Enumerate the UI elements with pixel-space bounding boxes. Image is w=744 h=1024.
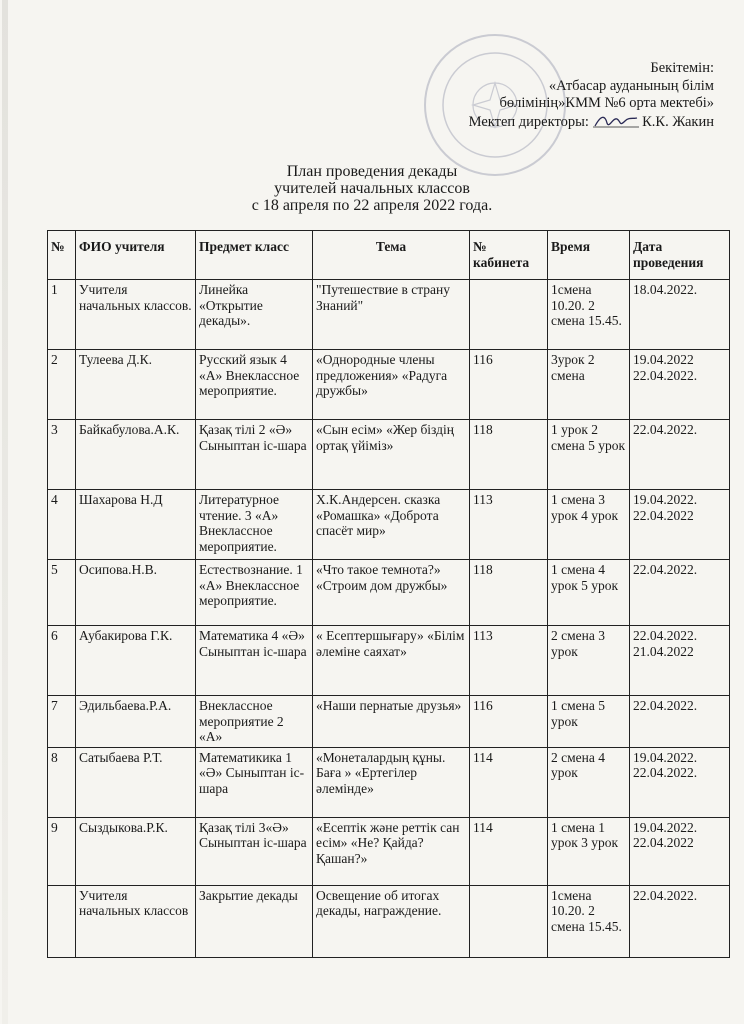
row-num: 8: [48, 747, 76, 817]
title-line-1: План проведения декады: [286, 163, 458, 180]
approval-org-line2: бөлімінің»КММ №6 орта мектебі»: [499, 95, 714, 111]
row-room: 116: [470, 350, 548, 420]
scan-edge-shadow: [2, 0, 8, 1024]
row-topic: «Сын есім» «Жер біздің ортақ үйіміз»: [313, 420, 470, 490]
approval-heading: Бекітемін:: [650, 60, 714, 76]
table-header-row: [48, 231, 730, 280]
row-room: 116: [470, 696, 548, 748]
row-num: 1: [48, 280, 76, 350]
row-room: 118: [470, 560, 548, 626]
row-date: 22.04.2022.: [630, 420, 730, 490]
header-topic: Тема: [313, 231, 470, 280]
row-room: 118: [470, 420, 548, 490]
row-date: 19.04.2022. 22.04.2022.: [630, 747, 730, 817]
row-time: 2 смена 3 урок: [548, 626, 630, 696]
row-time: 3урок 2 смена: [548, 350, 630, 420]
director-name: К.К. Жакин: [642, 113, 714, 130]
row-subject: Математикика 1 «Ә» Сыныптан іс-шара: [196, 747, 313, 817]
row-topic: Х.К.Андерсен. сказка «Ромашка» «Доброта спасёт мир»: [313, 490, 470, 560]
row-teacher: Байкабулова.А.К.: [76, 420, 196, 490]
row-subject: Русский язык 4 «А» Внеклассное мероприятие.: [196, 350, 313, 420]
row-topic: «Монеталардың құны. Баға » «Ертегілер әлемінде»: [313, 747, 470, 817]
header-time: Время: [548, 231, 630, 280]
document-title: [0, 163, 744, 214]
row-room: [470, 885, 548, 957]
table-row: [48, 560, 730, 626]
row-room: 114: [470, 817, 548, 885]
row-date: 18.04.2022.: [630, 280, 730, 350]
row-num: [48, 885, 76, 957]
row-date: 22.04.2022. 21.04.2022: [630, 626, 730, 696]
row-teacher: Тулеева Д.К.: [76, 350, 196, 420]
row-topic: Освещение об итогах декады, награждение.: [313, 885, 470, 957]
table-row: [48, 747, 730, 817]
row-teacher: Аубакирова Г.К.: [76, 626, 196, 696]
row-num: 4: [48, 490, 76, 560]
row-date: 19.04.2022 22.04.2022.: [630, 350, 730, 420]
row-num: 7: [48, 696, 76, 748]
header-subject: Предмет класс: [196, 231, 313, 280]
table-row: [48, 626, 730, 696]
row-subject: Внеклассное мероприятие 2 «А»: [196, 696, 313, 748]
row-subject: Литературное чтение. 3 «А» Внеклассное мероприятие.: [196, 490, 313, 560]
row-time: 1 смена 5 урок: [548, 696, 630, 748]
row-subject: Закрытие декады: [196, 885, 313, 957]
header-num: №: [48, 231, 76, 280]
row-topic: «Есептік және реттік сан есім» «Не? Қайда? Қашан?»: [313, 817, 470, 885]
row-subject: Математика 4 «Ә» Сыныптан іс-шара: [196, 626, 313, 696]
row-teacher: Учителя начальных классов.: [76, 280, 196, 350]
row-room: 114: [470, 747, 548, 817]
row-time: 2 смена 4 урок: [548, 747, 630, 817]
row-room: 113: [470, 626, 548, 696]
approval-director-line: [469, 113, 714, 132]
header-date: Дата проведения: [630, 231, 730, 280]
row-time: 1 смена 3 урок 4 урок: [548, 490, 630, 560]
director-signature: [593, 113, 639, 129]
row-date: 22.04.2022.: [630, 560, 730, 626]
title-line-3: с 18 апреля по 22 апреля 2022 года.: [251, 197, 493, 214]
row-topic: «Однородные члены предложения» «Радуга дружбы»: [313, 350, 470, 420]
table-row: [48, 885, 730, 957]
header-teacher: ФИО учителя: [76, 231, 196, 280]
row-time: 1 смена 4 урок 5 урок: [548, 560, 630, 626]
approval-org-line1: «Атбасар ауданының білім: [548, 77, 714, 94]
row-num: 3: [48, 420, 76, 490]
row-topic: «Что такое темнота?» «Строим дом дружбы»: [313, 560, 470, 626]
row-teacher: Сатыбаева Р.Т.: [76, 747, 196, 817]
row-date: 22.04.2022.: [630, 885, 730, 957]
row-time: 1 урок 2 смена 5 урок: [548, 420, 630, 490]
table-row: [48, 280, 730, 350]
row-room: 113: [470, 490, 548, 560]
row-subject: Линейка «Открытие декады».: [196, 280, 313, 350]
row-teacher: Осипова.Н.В.: [76, 560, 196, 626]
row-teacher: Шахарова Н.Д: [76, 490, 196, 560]
row-num: 2: [48, 350, 76, 420]
row-teacher: Сыздыкова.Р.К.: [76, 817, 196, 885]
row-date: 19.04.2022. 22.04.2022: [630, 817, 730, 885]
row-time: 1смена 10.20. 2 смена 15.45.: [548, 885, 630, 957]
header-room: № кабинета: [470, 231, 548, 280]
title-line-2: учителей начальных классов: [274, 180, 470, 197]
row-date: 19.04.2022. 22.04.2022: [630, 490, 730, 560]
row-date: 22.04.2022.: [630, 696, 730, 748]
row-num: 5: [48, 560, 76, 626]
table-row: [48, 350, 730, 420]
row-topic: "Путешествие в страну Знаний": [313, 280, 470, 350]
director-label: Мектеп директоры:: [468, 113, 589, 130]
row-time: 1смена 10.20. 2 смена 15.45.: [548, 280, 630, 350]
table-row: [48, 696, 730, 748]
row-num: 6: [48, 626, 76, 696]
schedule-table: [47, 230, 730, 958]
table-row: [48, 490, 730, 560]
row-topic: «Наши пернатые друзья»: [313, 696, 470, 748]
row-time: 1 смена 1 урок 3 урок: [548, 817, 630, 885]
row-teacher: Эдильбаева.Р.А.: [76, 696, 196, 748]
approval-block: [469, 60, 714, 131]
row-teacher: Учителя начальных классов: [76, 885, 196, 957]
row-subject: Естествознание. 1 «А» Внеклассное мероприятие.: [196, 560, 313, 626]
row-num: 9: [48, 817, 76, 885]
row-subject: Қазақ тілі 2 «Ә» Сыныптан іс-шара: [196, 420, 313, 490]
row-topic: « Есептершығару» «Білім әлеміне саяхат»: [313, 626, 470, 696]
table-row: [48, 817, 730, 885]
table-row: [48, 420, 730, 490]
row-room: [470, 280, 548, 350]
row-subject: Қазақ тілі 3«Ә» Сыныптан іс-шара: [196, 817, 313, 885]
